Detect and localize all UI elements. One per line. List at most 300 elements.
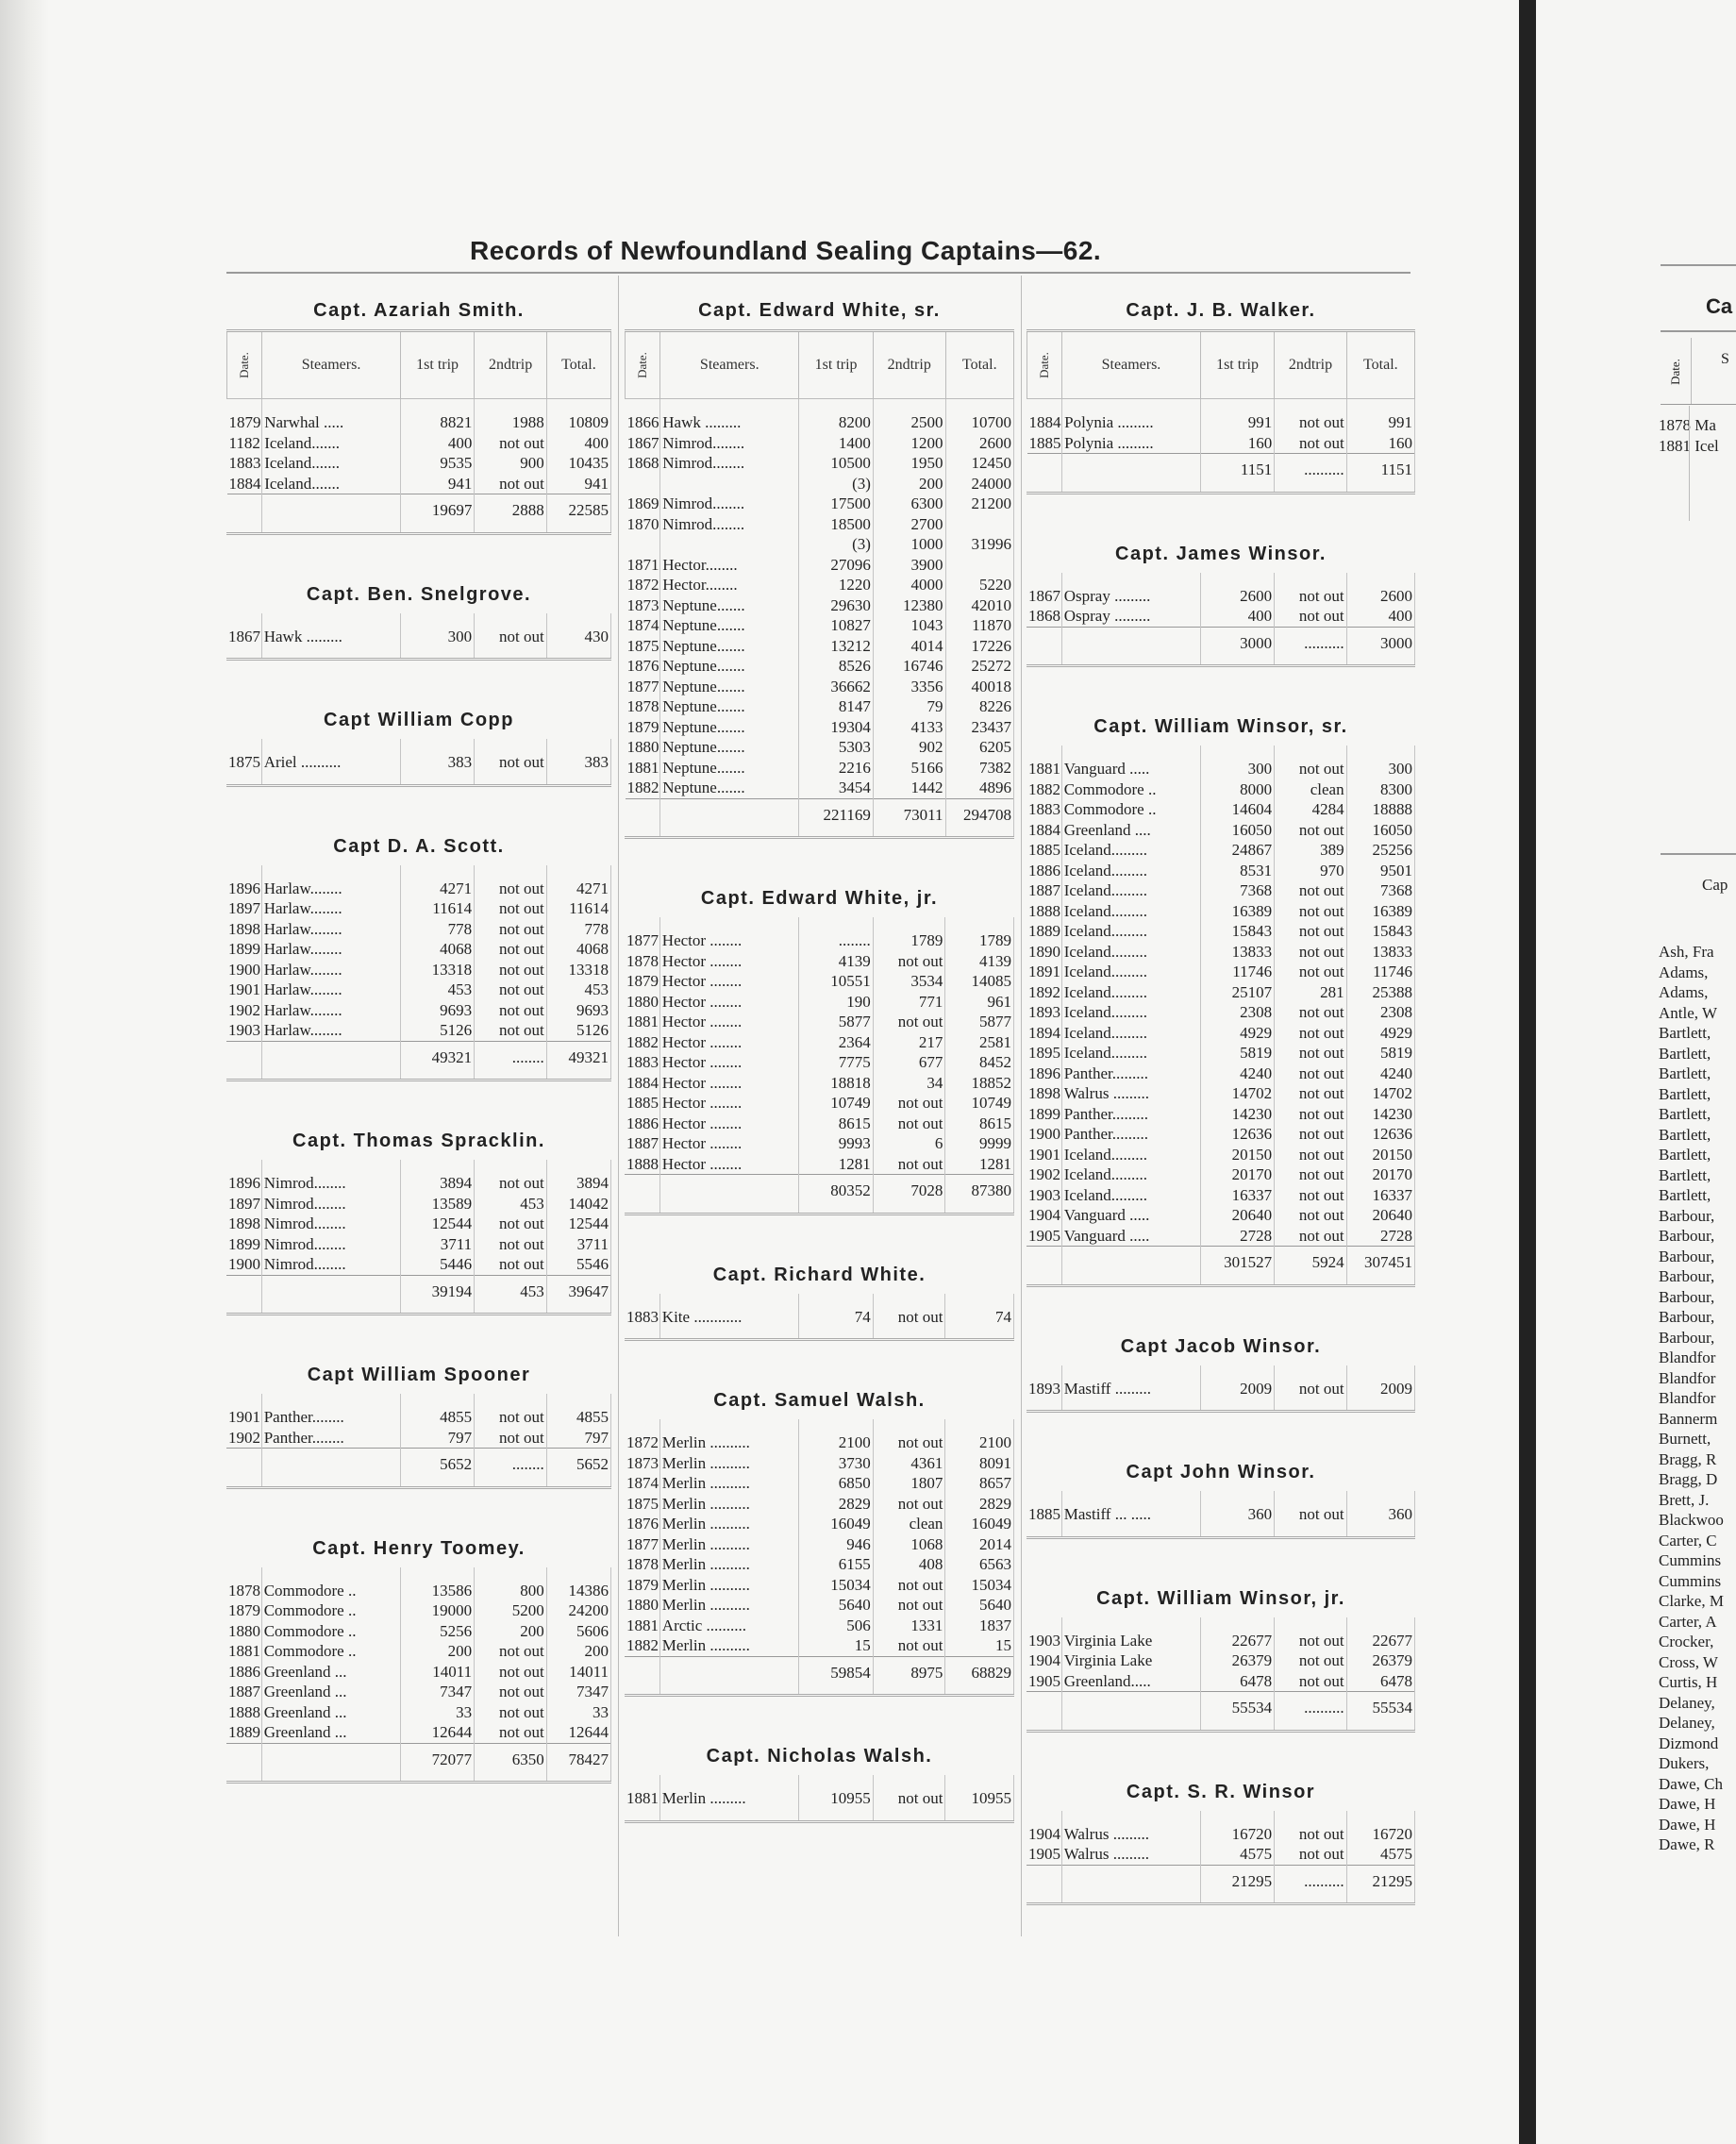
section-rule — [226, 1079, 611, 1081]
first-trip-cell: 4855 — [400, 1394, 475, 1428]
steamer-cell: Panther......... — [1061, 1124, 1200, 1145]
next-page-name: Bartlett, — [1659, 1044, 1711, 1063]
table-row — [626, 778, 1014, 798]
second-trip-total-cell: 6350 — [475, 1743, 547, 1781]
first-trip-cell: 1400 — [799, 433, 874, 454]
table-row — [226, 1214, 611, 1234]
first-trip-cell: 8200 — [799, 399, 874, 433]
year-cell: 1879 — [228, 1601, 260, 1619]
steamer-cell — [660, 474, 799, 494]
steamer-cell: Nimrod........ — [660, 433, 799, 454]
second-trip-cell: not out — [873, 1595, 945, 1616]
second-trip-total-cell: 453 — [475, 1275, 547, 1313]
total-cell: 9501 — [1346, 861, 1414, 881]
steamer-cell: Merlin .......... — [659, 1514, 798, 1534]
year-cell — [626, 534, 660, 555]
year-cell: 1885 — [1028, 841, 1060, 859]
catch-table — [1027, 1365, 1415, 1411]
total-row — [226, 1275, 611, 1313]
second-trip-cell: not out — [475, 1214, 547, 1234]
next-page-name: Blackwoo — [1659, 1511, 1724, 1529]
table-row — [226, 1641, 611, 1662]
first-trip-cell: 74 — [798, 1294, 873, 1339]
catch-table — [1027, 1491, 1415, 1536]
title-rule — [226, 272, 1410, 274]
captain-record — [1027, 1765, 1415, 1906]
second-trip-cell: 6300 — [873, 494, 945, 514]
total-cell: 25388 — [1346, 982, 1414, 1003]
table-row — [1027, 1083, 1415, 1104]
captain-record — [625, 871, 1014, 1215]
total-cell: 8657 — [945, 1473, 1014, 1494]
steamer-cell: Greenland ... — [261, 1662, 400, 1683]
total-cell: 2728 — [1346, 1226, 1414, 1247]
steamer-cell: Hector ........ — [659, 1093, 798, 1114]
year-cell: 1887 — [1028, 881, 1060, 899]
steamer-total-cell — [1061, 627, 1200, 664]
steamer-cell: Iceland......... — [1061, 962, 1200, 982]
total-row — [226, 1041, 611, 1079]
steamer-cell: Commodore .. — [261, 1567, 400, 1601]
next-page-name: Barbour, — [1659, 1247, 1715, 1265]
captain-name: Capt. Edward White, sr. — [698, 300, 941, 321]
first-trip-cell: 16050 — [1200, 820, 1275, 841]
first-trip-cell: 778 — [400, 919, 475, 940]
first-trip-total-cell: 5652 — [400, 1449, 475, 1486]
second-trip-cell: not out — [1275, 1365, 1347, 1411]
year-cell: 1875 — [226, 739, 261, 784]
second-trip-cell: not out — [1275, 962, 1347, 982]
steamer-cell: Commodore .. — [261, 1621, 400, 1642]
next-page-name: Dawe, H — [1659, 1795, 1716, 1813]
first-trip-cell: 5640 — [798, 1595, 873, 1616]
second-trip-total-cell: 7028 — [873, 1175, 945, 1213]
table-row — [625, 1534, 1014, 1555]
column-divider-1 — [618, 276, 619, 1936]
steamer-cell: Panther........ — [261, 1428, 400, 1449]
total-cell: 18888 — [1346, 799, 1414, 820]
steamer-cell: Nimrod........ — [660, 453, 799, 474]
year-cell: 1888 — [1028, 901, 1060, 920]
first-trip-cell: 7347 — [400, 1682, 475, 1702]
year-cell: 1874 — [626, 616, 659, 634]
steamer-cell: Hector ........ — [659, 1154, 798, 1175]
steamer-total-cell — [659, 1175, 798, 1213]
second-trip-cell: 408 — [873, 1554, 945, 1575]
second-trip-cell: not out — [873, 1114, 945, 1134]
second-trip-total-cell: ........ — [475, 1041, 547, 1079]
table-row — [625, 1032, 1014, 1053]
total-total-cell: 22585 — [546, 494, 610, 532]
second-trip-cell: not out — [475, 1234, 547, 1255]
table-row — [226, 1234, 611, 1255]
first-trip-cell: 5126 — [400, 1020, 475, 1041]
next-page-name: Bartlett, — [1659, 1165, 1711, 1184]
total-cell: 23437 — [945, 717, 1013, 738]
total-row — [226, 1449, 611, 1486]
second-trip-cell: not out — [1275, 1104, 1347, 1125]
year-cell: 1868 — [1028, 607, 1060, 625]
first-trip-cell: 5303 — [799, 737, 874, 758]
second-trip-cell: not out — [475, 1641, 547, 1662]
first-trip-cell: 7775 — [798, 1052, 873, 1073]
column-header-date — [626, 331, 660, 399]
next-page-name: Bartlett, — [1659, 1125, 1711, 1144]
first-trip-cell: 15843 — [1200, 921, 1275, 942]
captain-record — [1027, 699, 1415, 1287]
second-trip-cell: 79 — [873, 696, 945, 717]
second-trip-cell: not out — [1275, 880, 1347, 901]
section-rule — [1027, 1536, 1415, 1539]
second-trip-cell: not out — [475, 433, 546, 454]
first-trip-cell: 5877 — [798, 1012, 873, 1032]
total-total-cell: 39647 — [546, 1275, 610, 1313]
total-cell: 10435 — [546, 453, 610, 474]
second-trip-cell: not out — [475, 1428, 547, 1449]
steamer-cell: Neptune....... — [660, 696, 799, 717]
first-trip-cell: 19000 — [400, 1600, 475, 1621]
second-trip-cell: not out — [475, 1662, 547, 1683]
steamer-cell: Commodore .. — [1061, 799, 1200, 820]
captain-record — [226, 1348, 611, 1489]
first-trip-cell: 453 — [400, 980, 475, 1000]
table-row — [1027, 1002, 1415, 1023]
second-trip-cell: not out — [1275, 1124, 1347, 1145]
second-trip-cell: not out — [475, 739, 547, 784]
table-row — [226, 1682, 611, 1702]
year-cell: 1887 — [228, 1683, 260, 1700]
table-row — [226, 1394, 611, 1428]
captain-record — [625, 1248, 1014, 1342]
total-total-cell: 21295 — [1346, 1865, 1414, 1902]
year-cell: 1904 — [1027, 1811, 1061, 1845]
total-total-cell: 294708 — [945, 798, 1013, 836]
total-cell: 12644 — [546, 1722, 610, 1743]
steamer-cell: Hector ........ — [659, 971, 798, 992]
total-cell: 16050 — [1346, 820, 1414, 841]
second-trip-cell: 4000 — [873, 575, 945, 595]
table-row — [625, 1554, 1014, 1575]
next-page-name: Dawe, Ch — [1659, 1774, 1723, 1793]
total-cell: 430 — [546, 613, 610, 659]
second-trip-cell: not out — [1275, 1226, 1347, 1247]
second-trip-cell: not out — [1275, 1491, 1347, 1536]
captain-record — [1027, 1319, 1415, 1414]
steamer-total-cell — [1061, 1692, 1200, 1730]
steamer-cell: Panther......... — [1061, 1064, 1200, 1084]
steamer-cell: Merlin .......... — [659, 1635, 798, 1656]
table-row — [625, 1154, 1014, 1175]
year-cell: 1896 — [226, 865, 261, 899]
first-trip-cell: (3) — [799, 534, 874, 555]
year-cell: 1882 — [626, 1032, 659, 1051]
total-total-cell: 5652 — [546, 1449, 610, 1486]
first-trip-cell: 27096 — [799, 555, 874, 576]
year-cell: 1893 — [1027, 1365, 1061, 1411]
table-row — [226, 1722, 611, 1743]
captain-name: Capt D. A. Scott. — [333, 835, 505, 857]
first-trip-cell: 33 — [400, 1702, 475, 1723]
first-trip-cell: 8615 — [798, 1114, 873, 1134]
steamer-cell: Iceland......... — [1061, 880, 1200, 901]
total-cell: 8091 — [945, 1453, 1014, 1474]
next-page-name: Barbour, — [1659, 1308, 1715, 1326]
first-trip-cell: ........ — [798, 917, 873, 951]
total-cell: 25272 — [945, 656, 1013, 677]
column-header-date — [1027, 331, 1062, 399]
first-trip-cell: 8147 — [799, 696, 874, 717]
second-trip-cell: not out — [873, 1294, 945, 1339]
year-cell: 1895 — [1028, 1044, 1060, 1062]
second-trip-cell: not out — [873, 1093, 945, 1114]
total-cell: 7368 — [1346, 880, 1414, 901]
second-trip-cell: 6 — [873, 1133, 945, 1154]
first-trip-cell: 6155 — [798, 1554, 873, 1575]
first-trip-cell: 190 — [798, 992, 873, 1013]
captain-name: Capt. S. R. Winsor — [1126, 1781, 1316, 1802]
table-row — [226, 1662, 611, 1683]
steamer-cell: Harlaw........ — [261, 919, 400, 940]
table-row — [626, 656, 1014, 677]
first-trip-cell: 400 — [400, 433, 475, 454]
total-cell: 20170 — [1346, 1164, 1414, 1185]
table-row — [1027, 1650, 1415, 1671]
total-cell: 14230 — [1346, 1104, 1414, 1125]
table-row — [1027, 1104, 1415, 1125]
catch-table — [226, 613, 611, 659]
next-page-list-heading: Cap — [1702, 876, 1728, 894]
steamer-cell: Harlaw........ — [261, 1020, 400, 1041]
catch-table — [625, 1419, 1014, 1694]
year-cell: 1900 — [228, 960, 260, 979]
steamer-cell: Merlin .......... — [659, 1595, 798, 1616]
first-trip-total-cell: 1151 — [1200, 454, 1274, 492]
first-trip-cell: (3) — [799, 474, 874, 494]
second-trip-cell: not out — [1275, 1145, 1347, 1165]
total-cell: 6563 — [945, 1554, 1014, 1575]
first-trip-cell: 2100 — [798, 1419, 873, 1453]
total-cell: 11614 — [546, 898, 610, 919]
year-cell: 1902 — [1028, 1165, 1060, 1183]
second-trip-cell: 677 — [873, 1052, 945, 1073]
steamer-cell: Commodore .. — [261, 1641, 400, 1662]
second-trip-cell: not out — [1275, 606, 1347, 627]
year-cell: 1883 — [626, 1053, 659, 1071]
table-row — [625, 1419, 1014, 1453]
year-cell: 1899 — [1028, 1104, 1060, 1123]
second-trip-total-cell: 5924 — [1275, 1247, 1347, 1284]
total-cell: 16049 — [945, 1514, 1014, 1534]
total-cell: 400 — [1346, 606, 1414, 627]
table-row — [1027, 880, 1415, 901]
page-gutter — [1519, 0, 1536, 2144]
total-cell: 20150 — [1346, 1145, 1414, 1165]
total-cell: 12636 — [1346, 1124, 1414, 1145]
column-header-trip2: 2ndtrip — [1275, 331, 1346, 399]
catch-table — [1027, 1811, 1415, 1903]
table-header-row — [227, 331, 611, 399]
steamer-cell: Narwhal ..... — [262, 399, 401, 433]
total-cell: 18852 — [945, 1073, 1014, 1094]
year-cell: 1896 — [1028, 1064, 1060, 1082]
table-row — [1027, 1185, 1415, 1206]
next-page-header-bottom-rule — [1661, 404, 1736, 405]
total-cell: 21200 — [945, 494, 1013, 514]
year-cell: 1885 — [1027, 1491, 1061, 1536]
steamer-cell: Panther......... — [1061, 1104, 1200, 1125]
first-trip-cell: 15 — [798, 1635, 873, 1656]
captain-record — [226, 693, 611, 787]
captain-name: Capt. William Winsor, jr. — [1096, 1587, 1345, 1609]
next-page-name: Bragg, D — [1659, 1470, 1718, 1488]
table-row — [226, 1000, 611, 1021]
year-cell: 1875 — [626, 1494, 659, 1513]
second-trip-cell: 12380 — [873, 595, 945, 616]
second-trip-cell: 771 — [873, 992, 945, 1013]
year-cell: 1902 — [228, 1428, 260, 1447]
first-trip-cell: 4068 — [400, 939, 475, 960]
total-cell: 12544 — [546, 1214, 610, 1234]
first-trip-cell: 3454 — [799, 778, 874, 798]
year-cell: 1870 — [626, 514, 659, 533]
steamer-cell: Nimrod........ — [660, 494, 799, 514]
second-trip-cell: not out — [873, 1154, 945, 1175]
total-row — [626, 798, 1014, 836]
table-row — [626, 555, 1014, 576]
steamer-cell: Vanguard ..... — [1061, 1226, 1200, 1247]
total-cell: 8300 — [1346, 779, 1414, 800]
second-trip-cell: not out — [475, 865, 547, 899]
steamer-cell: Commodore .. — [261, 1600, 400, 1621]
catch-table — [226, 865, 611, 1080]
steamer-cell: Hector........ — [660, 555, 799, 576]
steamer-cell: Iceland......... — [1061, 901, 1200, 922]
year-total-cell — [625, 1656, 659, 1694]
steamer-cell: Hector ........ — [659, 1012, 798, 1032]
column-header-steamers: Steamers. — [660, 331, 799, 399]
second-trip-cell: not out — [873, 1575, 945, 1596]
second-trip-cell: 4133 — [873, 717, 945, 738]
total-total-cell: 307451 — [1346, 1247, 1414, 1284]
year-cell: 1888 — [626, 1154, 659, 1173]
table-row — [226, 1702, 611, 1723]
total-cell: 22677 — [1346, 1617, 1414, 1651]
table-row — [625, 1073, 1014, 1094]
section-rule — [625, 1694, 1014, 1697]
first-trip-cell: 300 — [400, 613, 475, 659]
steamer-cell: Iceland......... — [1061, 1002, 1200, 1023]
year-cell: 1889 — [1028, 922, 1060, 940]
total-cell: 2009 — [1346, 1365, 1414, 1411]
year-cell — [626, 474, 660, 494]
second-trip-cell: not out — [873, 951, 945, 972]
first-trip-cell: 4139 — [798, 951, 873, 972]
year-cell: 1883 — [625, 1294, 659, 1339]
first-trip-cell: 11746 — [1200, 962, 1275, 982]
next-page-name: Delaney, — [1659, 1693, 1715, 1712]
first-trip-cell: 8531 — [1200, 861, 1275, 881]
second-trip-total-cell: 73011 — [873, 798, 945, 836]
table-row — [1027, 779, 1415, 800]
second-trip-cell: not out — [1275, 1671, 1347, 1692]
year-cell: 1882 — [626, 779, 659, 796]
catch-table — [226, 1160, 611, 1313]
first-trip-cell: 10500 — [799, 453, 874, 474]
second-trip-total-cell: .......... — [1275, 627, 1347, 664]
steamer-total-cell — [659, 1656, 798, 1694]
second-trip-cell: not out — [475, 898, 547, 919]
first-trip-cell: 1220 — [799, 575, 874, 595]
table-row — [226, 1428, 611, 1449]
year-cell: 1880 — [626, 738, 659, 756]
total-row — [1027, 1692, 1415, 1730]
steamer-cell: Neptune....... — [660, 636, 799, 657]
next-page-name: Bartlett, — [1659, 1064, 1711, 1082]
year-cell: 1874 — [626, 1474, 659, 1492]
total-cell: 797 — [546, 1428, 610, 1449]
second-trip-cell: 1789 — [873, 917, 945, 951]
table-row — [226, 1020, 611, 1041]
second-trip-cell: 1988 — [475, 399, 546, 433]
steamer-cell: Harlaw........ — [261, 960, 400, 980]
second-trip-cell: not out — [873, 1635, 945, 1656]
first-trip-cell: 10749 — [798, 1093, 873, 1114]
total-cell: 8226 — [945, 696, 1013, 717]
second-trip-cell: not out — [1275, 399, 1346, 433]
steamer-cell: Nimrod........ — [261, 1160, 400, 1194]
steamer-cell: Ariel .......... — [261, 739, 400, 784]
year-total-cell — [1027, 1865, 1061, 1902]
steamer-cell: Arctic .......... — [659, 1616, 798, 1636]
steamer-cell: Walrus ......... — [1061, 1844, 1200, 1865]
total-cell: 778 — [546, 919, 610, 940]
table-row — [626, 677, 1014, 697]
next-page-name: Barbour, — [1659, 1287, 1715, 1306]
table-row — [227, 399, 611, 433]
total-cell: 26379 — [1346, 1650, 1414, 1671]
steamer-cell: Nimrod........ — [660, 514, 799, 535]
total-cell: 6478 — [1346, 1671, 1414, 1692]
second-trip-cell: not out — [1275, 1064, 1347, 1084]
first-trip-cell: 14702 — [1200, 1083, 1275, 1104]
total-cell: 2600 — [945, 433, 1013, 454]
year-cell: 1883 — [228, 454, 261, 472]
year-cell: 1880 — [626, 1596, 659, 1614]
second-trip-total-cell: .......... — [1275, 454, 1346, 492]
total-cell: 10809 — [546, 399, 610, 433]
first-trip-cell: 3894 — [400, 1160, 475, 1194]
steamer-cell: Greenland..... — [1061, 1671, 1200, 1692]
total-cell: 2829 — [945, 1494, 1014, 1515]
steamer-cell: Kite ............ — [659, 1294, 798, 1339]
year-cell: 1881 — [625, 1775, 659, 1820]
next-page-name: Antle, W — [1659, 1003, 1718, 1022]
first-trip-cell: 797 — [400, 1428, 475, 1449]
steamer-cell: Merlin .......... — [659, 1494, 798, 1515]
table-row — [226, 898, 611, 919]
table-row — [625, 1575, 1014, 1596]
steamer-cell: Harlaw........ — [261, 1000, 400, 1021]
captain-name: Capt. Thomas Spracklin. — [292, 1131, 545, 1151]
first-trip-cell: 9693 — [400, 1000, 475, 1021]
next-page-name: Carter, A — [1659, 1612, 1717, 1631]
steamer-cell: Merlin ......... — [659, 1775, 798, 1820]
year-cell: 1904 — [1028, 1206, 1060, 1224]
first-trip-cell: 19304 — [799, 717, 874, 738]
section-rule — [1027, 664, 1415, 667]
steamer-cell: Iceland....... — [262, 474, 401, 494]
table-row — [625, 1514, 1014, 1534]
